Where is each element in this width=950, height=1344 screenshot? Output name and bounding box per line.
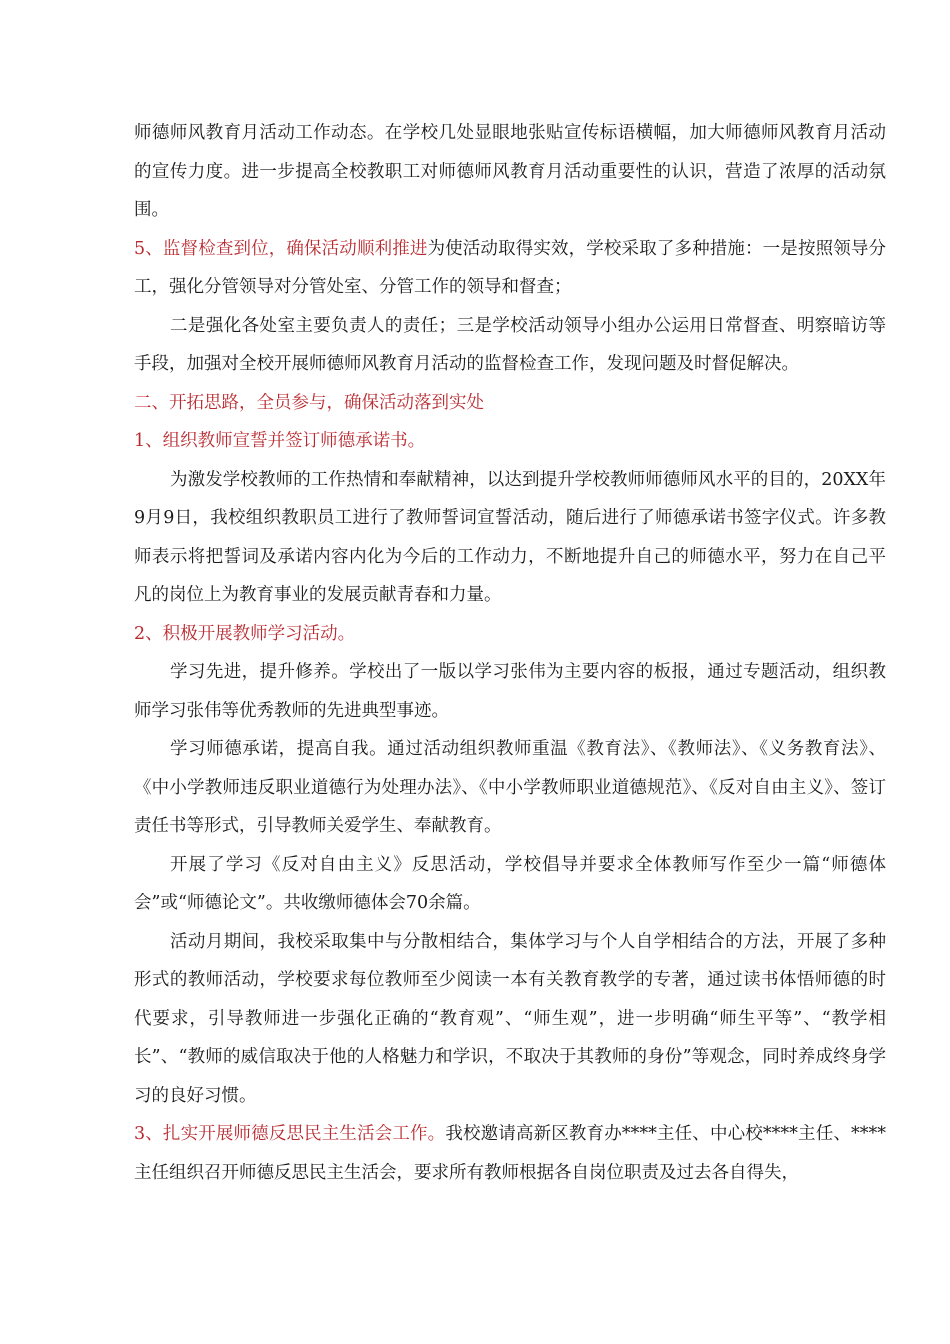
paragraph-reflection: 开展了学习《反对自由主义》反思活动，学校倡导并要求全体教师写作至少一篇“师德体会”或“师德论文”。共收缴师德体会70余篇。 [134,854,886,913]
paragraph-learning-advanced: 学习先进，提升修养。学校出了一版以学习张伟为主要内容的板报，通过专题活动，组织教师学习张伟等优秀教师的先进典型事迹。 [134,662,886,721]
document-body [134,114,886,1192]
democratic-meeting-text: 我校邀请高新区教育办****主任、中心校****主任、****主任组织召开师德反思民主生活会，要求所有教师根据各自岗位职责及过去各自得失， [134,1124,886,1183]
item-heading-3: 3、扎实开展师德反思民主生活会工作。 [134,1124,446,1144]
paragraph-oath: 为激发学校教师的工作热情和奉献精神，以达到提升学校教师师德师风水平的目的，20XX年9月9日，我校组织教职员工进行了教师誓词宣誓活动，随后进行了师德承诺书签字仪式。许多教师表示将把誓词及承诺内容内化为今后的工作动力，不断地提升自己的师德水平，努力在自己平凡的岗位上为教育事业的发展贡献青春和力量。 [134,469,886,605]
paragraph-publicity: 师德师风教育月活动工作动态。在学校几处显眼地张贴宣传标语横幅，加大师德师风教育月活动的宣传力度。进一步提高全校教职工对师德师风教育月活动重要性的认识，营造了浓厚的活动氛围。 [134,123,886,220]
supervision-text: 为使活动取得实效，学校采取了多种措施：一是按照领导分工，强化分管领导对分管处室、分管工作的领导和督查； [134,238,887,297]
section-heading-2: 二、开拓思路，全员参与，确保活动落到实处 [134,392,484,413]
paragraph-supervision [134,230,886,307]
paragraph-learning-commitment: 学习师德承诺，提高自我。通过活动组织教师重温《教育法》、《教师法》、《义务教育法》、《中小学教师违反职业道德行为处理办法》、《中小学教师职业道德规范》、《反对自由主义》、签订责任书等形式，引导教师关爱学生、奉献教育。 [134,739,886,836]
paragraph-responsibility: 二是强化各处室主要负责人的责任；三是学校活动领导小组办公运用日常督查、明察暗访等手段，加强对全校开展师德师风教育月活动的监督检查工作，发现问题及时督促解决。 [134,315,886,374]
paragraph-democratic-meeting [134,1115,886,1192]
paragraph-activity-month: 活动月期间，我校采取集中与分散相结合，集体学习与个人自学相结合的方法，开展了多种形式的教师活动，学校要求每位教师至少阅读一本有关教育教学的专著，通过读书体悟师德的时代要求，引导教师进一步强化正确的“教育观”、“师生观”，进一步明确“师生平等”、“教学相长”、“教师的威信取决于他的人格魅力和学识，不取决于其教师的身份”等观念，同时养成终身学习的良好习惯。 [134,931,886,1106]
item-heading-1: 1、组织教师宣誓并签订师德承诺书。 [134,431,426,451]
heading-supervision: 5、监督检查到位，确保活动顺利推进 [134,238,428,259]
item-heading-2: 2、积极开展教师学习活动。 [134,623,356,644]
